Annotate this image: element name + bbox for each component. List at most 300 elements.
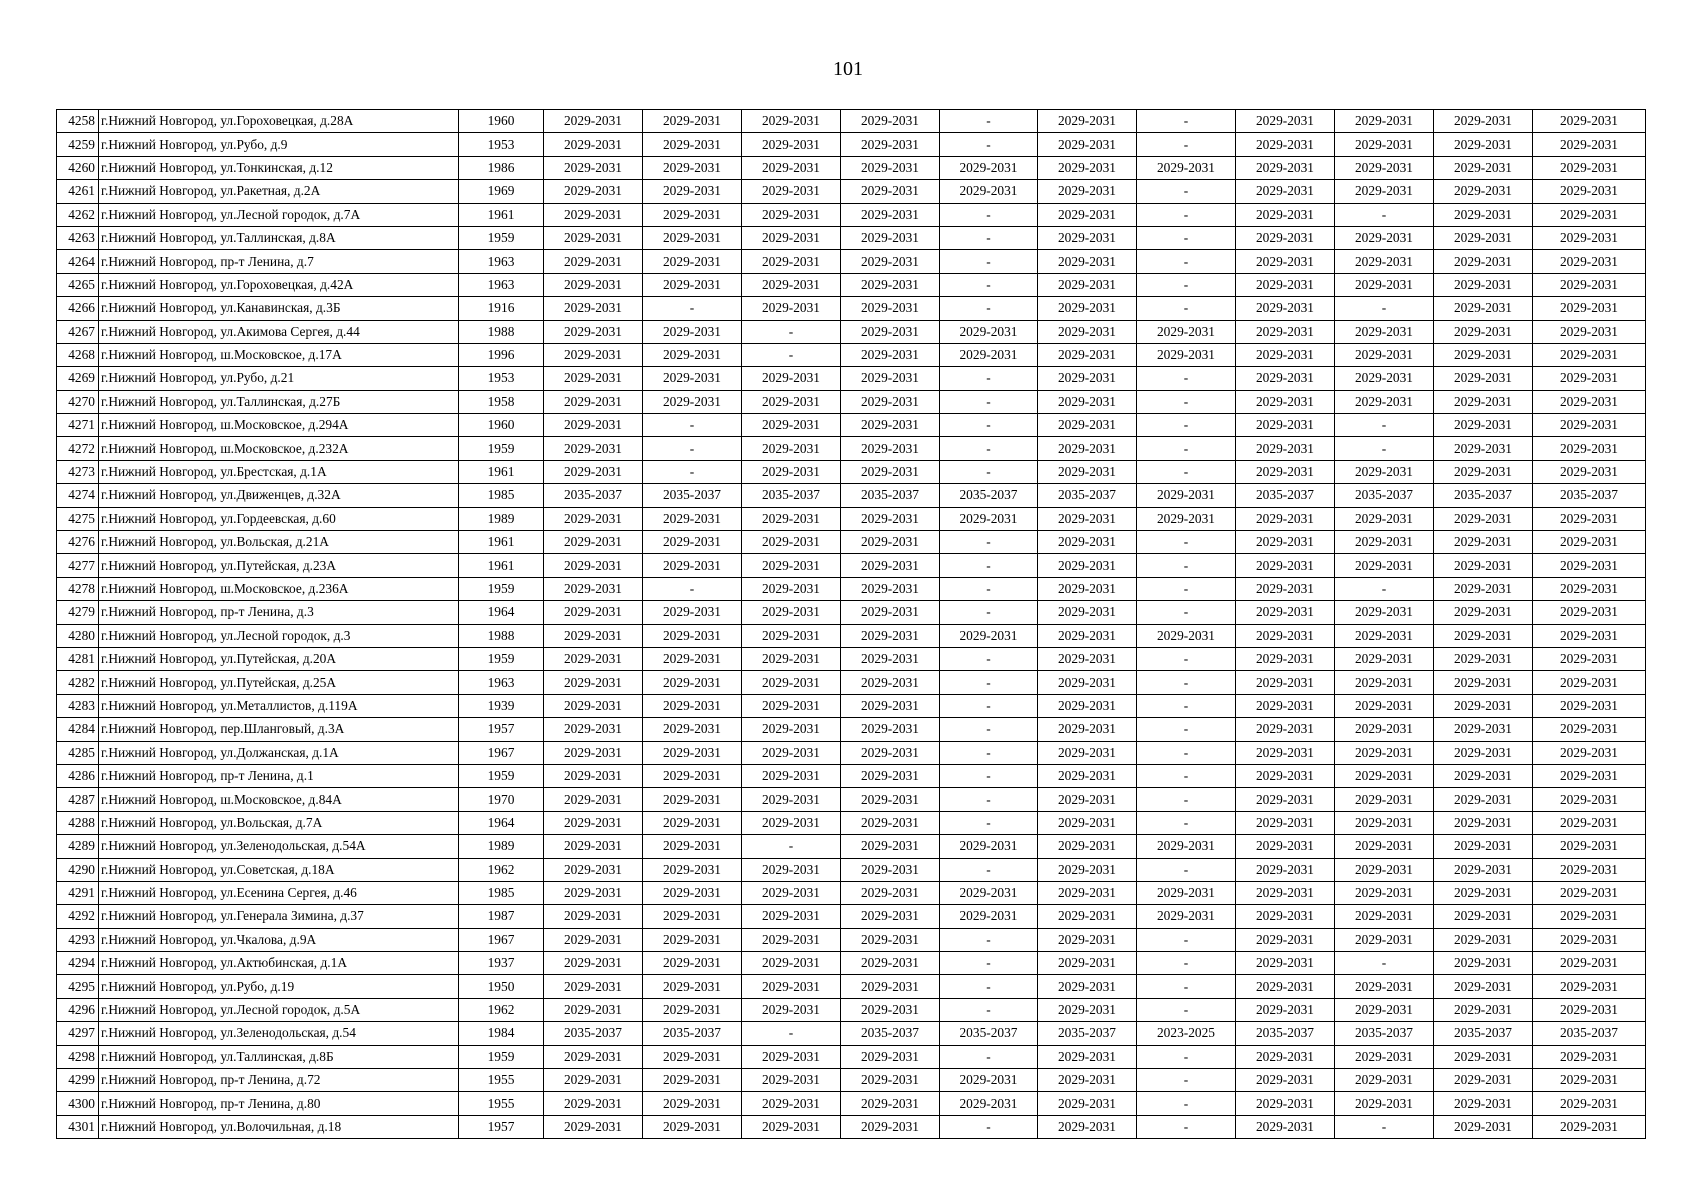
period-cell: - (940, 273, 1038, 296)
period-cell: 2029-2031 (841, 273, 940, 296)
period-cell: 2029-2031 (1236, 835, 1335, 858)
period-cell: 2029-2031 (1236, 1045, 1335, 1068)
period-cell: 2029-2031 (1533, 601, 1646, 624)
period-cell: 2029-2031 (940, 835, 1038, 858)
address-cell: г.Нижний Новгород, ул.Рубо, д.19 (99, 975, 459, 998)
period-cell: 2029-2031 (1236, 437, 1335, 460)
period-cell: 2029-2031 (1434, 554, 1533, 577)
period-cell: 2029-2031 (643, 156, 742, 179)
period-cell: 2029-2031 (1335, 180, 1434, 203)
period-cell: 2029-2031 (1038, 180, 1137, 203)
period-cell: 2029-2031 (742, 975, 841, 998)
period-cell: 2029-2031 (1137, 881, 1236, 904)
address-cell: г.Нижний Новгород, ул.Движенцев, д.32А (99, 484, 459, 507)
period-cell: 2029-2031 (742, 297, 841, 320)
period-cell: 2029-2031 (1434, 414, 1533, 437)
period-cell: 2029-2031 (544, 718, 643, 741)
row-number-cell: 4265 (57, 273, 99, 296)
table-row (57, 297, 1646, 320)
period-cell: 2029-2031 (1533, 133, 1646, 156)
year-built-cell: 1959 (459, 647, 544, 670)
period-cell: 2029-2031 (643, 905, 742, 928)
period-cell: 2029-2031 (1434, 367, 1533, 390)
period-cell: 2029-2031 (1335, 320, 1434, 343)
period-cell: 2029-2031 (841, 952, 940, 975)
year-built-cell: 1987 (459, 905, 544, 928)
period-cell: 2029-2031 (742, 741, 841, 764)
year-built-cell: 1988 (459, 624, 544, 647)
year-built-cell: 1963 (459, 250, 544, 273)
period-cell: 2029-2031 (841, 811, 940, 834)
period-cell: 2029-2031 (544, 110, 643, 133)
period-cell: 2029-2031 (1533, 858, 1646, 881)
period-cell: 2029-2031 (1434, 998, 1533, 1021)
address-cell: г.Нижний Новгород, ул.Генерала Зимина, д.37 (99, 905, 459, 928)
period-cell: 2029-2031 (643, 367, 742, 390)
year-built-cell: 1955 (459, 1092, 544, 1115)
period-cell: 2029-2031 (1236, 297, 1335, 320)
year-built-cell: 1964 (459, 811, 544, 834)
row-number-cell: 4261 (57, 180, 99, 203)
period-cell: 2029-2031 (1533, 624, 1646, 647)
period-cell: 2029-2031 (1236, 414, 1335, 437)
period-cell: 2029-2031 (544, 741, 643, 764)
period-cell: 2029-2031 (1533, 788, 1646, 811)
row-number-cell: 4289 (57, 835, 99, 858)
period-cell: 2029-2031 (841, 975, 940, 998)
period-cell: 2029-2031 (1434, 1115, 1533, 1138)
period-cell: - (1137, 390, 1236, 413)
period-cell: - (1137, 975, 1236, 998)
period-cell: 2029-2031 (841, 577, 940, 600)
period-cell: - (1137, 1092, 1236, 1115)
period-cell: 2029-2031 (1335, 1069, 1434, 1092)
period-cell: 2029-2031 (742, 998, 841, 1021)
row-number-cell: 4260 (57, 156, 99, 179)
period-cell: 2029-2031 (544, 788, 643, 811)
period-cell: 2029-2031 (841, 226, 940, 249)
period-cell: 2029-2031 (1236, 577, 1335, 600)
period-cell: 2029-2031 (1137, 343, 1236, 366)
table-row (57, 741, 1646, 764)
period-cell: 2029-2031 (1434, 811, 1533, 834)
period-cell: 2029-2031 (1434, 226, 1533, 249)
table-row (57, 788, 1646, 811)
row-number-cell: 4269 (57, 367, 99, 390)
row-number-cell: 4270 (57, 390, 99, 413)
period-cell: - (1335, 203, 1434, 226)
period-cell: 2029-2031 (1236, 764, 1335, 787)
period-cell: 2029-2031 (742, 1045, 841, 1068)
address-cell: г.Нижний Новгород, пр-т Ленина, д.3 (99, 601, 459, 624)
period-cell: 2029-2031 (742, 460, 841, 483)
year-built-cell: 1967 (459, 741, 544, 764)
period-cell: 2029-2031 (1038, 320, 1137, 343)
year-built-cell: 1960 (459, 110, 544, 133)
address-cell: г.Нижний Новгород, ул.Гороховецкая, д.42А (99, 273, 459, 296)
year-built-cell: 1970 (459, 788, 544, 811)
period-cell: 2029-2031 (1533, 647, 1646, 670)
period-cell: 2035-2037 (1236, 484, 1335, 507)
period-cell: - (643, 414, 742, 437)
table-row (57, 928, 1646, 951)
period-cell: 2035-2037 (940, 484, 1038, 507)
row-number-cell: 4276 (57, 531, 99, 554)
address-cell: г.Нижний Новгород, пр-т Ленина, д.1 (99, 764, 459, 787)
period-cell: 2029-2031 (1533, 156, 1646, 179)
period-cell: 2029-2031 (1038, 156, 1137, 179)
period-cell: 2029-2031 (1335, 647, 1434, 670)
period-cell: - (643, 460, 742, 483)
period-cell: - (940, 647, 1038, 670)
period-cell: 2029-2031 (544, 1115, 643, 1138)
period-cell: 2029-2031 (1038, 905, 1137, 928)
period-cell: - (940, 531, 1038, 554)
period-cell: 2029-2031 (742, 1069, 841, 1092)
period-cell: 2035-2037 (1434, 1022, 1533, 1045)
table-row (57, 671, 1646, 694)
period-cell: - (1137, 554, 1236, 577)
period-cell: 2029-2031 (1335, 788, 1434, 811)
year-built-cell: 1959 (459, 226, 544, 249)
period-cell: 2029-2031 (1533, 460, 1646, 483)
period-cell: 2029-2031 (1434, 905, 1533, 928)
period-cell: 2029-2031 (1236, 554, 1335, 577)
period-cell: 2029-2031 (1533, 811, 1646, 834)
period-cell: - (1137, 226, 1236, 249)
period-cell: 2029-2031 (742, 764, 841, 787)
period-cell: 2029-2031 (544, 320, 643, 343)
period-cell: 2029-2031 (742, 788, 841, 811)
period-cell: 2029-2031 (1038, 437, 1137, 460)
period-cell: - (1137, 180, 1236, 203)
period-cell: 2029-2031 (1038, 858, 1137, 881)
period-cell: 2029-2031 (742, 390, 841, 413)
period-cell: 2029-2031 (1533, 1092, 1646, 1115)
address-cell: г.Нижний Новгород, пр-т Ленина, д.80 (99, 1092, 459, 1115)
row-number-cell: 4292 (57, 905, 99, 928)
period-cell: 2029-2031 (1236, 110, 1335, 133)
row-number-cell: 4268 (57, 343, 99, 366)
period-cell: 2029-2031 (1137, 905, 1236, 928)
period-cell: 2029-2031 (1236, 694, 1335, 717)
period-cell: - (1137, 367, 1236, 390)
period-cell: 2029-2031 (841, 718, 940, 741)
period-cell: 2029-2031 (841, 881, 940, 904)
year-built-cell: 1955 (459, 1069, 544, 1092)
period-cell: 2029-2031 (1434, 647, 1533, 670)
period-cell: 2029-2031 (1236, 624, 1335, 647)
period-cell: 2029-2031 (1533, 1069, 1646, 1092)
period-cell: 2029-2031 (1434, 764, 1533, 787)
period-cell: 2029-2031 (1335, 1045, 1434, 1068)
table-row (57, 343, 1646, 366)
period-cell: 2029-2031 (742, 1092, 841, 1115)
period-cell: 2029-2031 (643, 554, 742, 577)
table-row (57, 320, 1646, 343)
year-built-cell: 1988 (459, 320, 544, 343)
table-row (57, 273, 1646, 296)
row-number-cell: 4263 (57, 226, 99, 249)
address-cell: г.Нижний Новгород, ул.Ракетная, д.2А (99, 180, 459, 203)
address-cell: г.Нижний Новгород, ул.Вольская, д.7А (99, 811, 459, 834)
period-cell: 2029-2031 (1038, 788, 1137, 811)
period-cell: 2029-2031 (742, 226, 841, 249)
year-built-cell: 1957 (459, 1115, 544, 1138)
period-cell: - (1137, 133, 1236, 156)
period-cell: 2029-2031 (841, 788, 940, 811)
period-cell: 2029-2031 (643, 320, 742, 343)
table-row (57, 110, 1646, 133)
period-cell: 2029-2031 (544, 460, 643, 483)
period-cell: 2029-2031 (742, 156, 841, 179)
period-cell: 2029-2031 (544, 343, 643, 366)
period-cell: - (742, 320, 841, 343)
period-cell: 2029-2031 (940, 180, 1038, 203)
table-row (57, 694, 1646, 717)
row-number-cell: 4279 (57, 601, 99, 624)
table-row (57, 484, 1646, 507)
year-built-cell: 1985 (459, 881, 544, 904)
period-cell: - (940, 203, 1038, 226)
address-cell: г.Нижний Новгород, ул.Лесной городок, д.3 (99, 624, 459, 647)
period-cell: 2029-2031 (841, 928, 940, 951)
period-cell: 2029-2031 (544, 835, 643, 858)
period-cell: 2029-2031 (1038, 975, 1137, 998)
year-built-cell: 1985 (459, 484, 544, 507)
period-cell: 2029-2031 (544, 507, 643, 530)
address-cell: г.Нижний Новгород, ул.Таллинская, д.8А (99, 226, 459, 249)
year-built-cell: 1939 (459, 694, 544, 717)
row-number-cell: 4264 (57, 250, 99, 273)
year-built-cell: 1957 (459, 718, 544, 741)
table-row (57, 156, 1646, 179)
period-cell: 2029-2031 (1335, 460, 1434, 483)
period-cell: - (940, 952, 1038, 975)
period-cell: 2029-2031 (1335, 975, 1434, 998)
table-row (57, 226, 1646, 249)
address-cell: г.Нижний Новгород, ул.Рубо, д.9 (99, 133, 459, 156)
period-cell: 2029-2031 (841, 858, 940, 881)
period-cell: 2029-2031 (1236, 507, 1335, 530)
period-cell: 2029-2031 (742, 273, 841, 296)
period-cell: 2029-2031 (1335, 226, 1434, 249)
period-cell: 2029-2031 (1335, 601, 1434, 624)
row-number-cell: 4288 (57, 811, 99, 834)
period-cell: 2035-2037 (1335, 1022, 1434, 1045)
period-cell: - (940, 671, 1038, 694)
period-cell: 2029-2031 (1335, 741, 1434, 764)
period-cell: 2029-2031 (544, 881, 643, 904)
period-cell: - (940, 858, 1038, 881)
table-row (57, 998, 1646, 1021)
period-cell: 2029-2031 (1533, 367, 1646, 390)
period-cell: 2029-2031 (841, 133, 940, 156)
period-cell: 2029-2031 (841, 250, 940, 273)
period-cell: 2029-2031 (643, 601, 742, 624)
address-cell: г.Нижний Новгород, ул.Лесной городок, д.7А (99, 203, 459, 226)
period-cell: 2029-2031 (742, 577, 841, 600)
period-cell: 2029-2031 (1335, 835, 1434, 858)
table-row (57, 203, 1646, 226)
period-cell: 2029-2031 (841, 624, 940, 647)
period-cell: 2029-2031 (1236, 460, 1335, 483)
period-cell: 2029-2031 (841, 601, 940, 624)
period-cell: 2029-2031 (1335, 343, 1434, 366)
table-row (57, 858, 1646, 881)
period-cell: 2029-2031 (643, 343, 742, 366)
table-row (57, 647, 1646, 670)
address-cell: г.Нижний Новгород, ул.Рубо, д.21 (99, 367, 459, 390)
row-number-cell: 4275 (57, 507, 99, 530)
table-row (57, 577, 1646, 600)
period-cell: 2029-2031 (643, 531, 742, 554)
period-cell: 2029-2031 (1236, 367, 1335, 390)
address-cell: г.Нижний Новгород, ул.Должанская, д.1А (99, 741, 459, 764)
year-built-cell: 1989 (459, 835, 544, 858)
address-cell: г.Нижний Новгород, ул.Лесной городок, д.5А (99, 998, 459, 1021)
period-cell: 2029-2031 (841, 764, 940, 787)
period-cell: - (742, 1022, 841, 1045)
address-cell: г.Нижний Новгород, ш.Московское, д.84А (99, 788, 459, 811)
period-cell: - (940, 414, 1038, 437)
period-cell: 2029-2031 (1038, 414, 1137, 437)
period-cell: 2029-2031 (544, 624, 643, 647)
table-row (57, 601, 1646, 624)
period-cell: - (940, 764, 1038, 787)
row-number-cell: 4274 (57, 484, 99, 507)
period-cell: 2035-2037 (1335, 484, 1434, 507)
period-cell: 2029-2031 (643, 1069, 742, 1092)
period-cell: - (1335, 577, 1434, 600)
period-cell: 2035-2037 (544, 1022, 643, 1045)
year-built-cell: 1964 (459, 601, 544, 624)
period-cell: 2029-2031 (1533, 343, 1646, 366)
period-cell: 2029-2031 (1335, 928, 1434, 951)
period-cell: 2029-2031 (643, 998, 742, 1021)
address-cell: г.Нижний Новгород, ул.Тонкинская, д.12 (99, 156, 459, 179)
year-built-cell: 1963 (459, 671, 544, 694)
period-cell: 2029-2031 (742, 928, 841, 951)
period-cell: - (1137, 460, 1236, 483)
period-cell: 2029-2031 (1434, 156, 1533, 179)
period-cell: 2029-2031 (1236, 601, 1335, 624)
period-cell: 2029-2031 (1236, 226, 1335, 249)
row-number-cell: 4278 (57, 577, 99, 600)
table-row (57, 764, 1646, 787)
period-cell: 2029-2031 (841, 741, 940, 764)
period-cell: 2029-2031 (643, 1115, 742, 1138)
period-cell: 2029-2031 (841, 531, 940, 554)
period-cell: 2029-2031 (544, 367, 643, 390)
period-cell: - (940, 694, 1038, 717)
period-cell: 2029-2031 (1335, 671, 1434, 694)
period-cell: 2029-2031 (544, 764, 643, 787)
period-cell: - (643, 437, 742, 460)
row-number-cell: 4277 (57, 554, 99, 577)
period-cell: 2029-2031 (544, 811, 643, 834)
row-number-cell: 4282 (57, 671, 99, 694)
period-cell: 2029-2031 (841, 367, 940, 390)
period-cell: 2029-2031 (1038, 577, 1137, 600)
period-cell: 2029-2031 (841, 647, 940, 670)
period-cell: 2029-2031 (1533, 390, 1646, 413)
table-row (57, 250, 1646, 273)
period-cell: 2029-2031 (841, 1092, 940, 1115)
period-cell: - (940, 226, 1038, 249)
period-cell: 2029-2031 (1335, 811, 1434, 834)
period-cell: 2029-2031 (1434, 460, 1533, 483)
year-built-cell: 1950 (459, 975, 544, 998)
address-cell: г.Нижний Новгород, ул.Таллинская, д.27Б (99, 390, 459, 413)
period-cell: 2029-2031 (940, 1069, 1038, 1092)
period-cell: 2035-2037 (1038, 484, 1137, 507)
period-cell: 2029-2031 (1236, 320, 1335, 343)
period-cell: 2029-2031 (643, 928, 742, 951)
period-cell: 2029-2031 (1335, 367, 1434, 390)
period-cell: - (940, 390, 1038, 413)
period-cell: 2029-2031 (841, 414, 940, 437)
period-cell: 2029-2031 (1335, 858, 1434, 881)
period-cell: 2029-2031 (1137, 624, 1236, 647)
period-cell: 2029-2031 (1038, 881, 1137, 904)
period-cell: 2029-2031 (940, 624, 1038, 647)
period-cell: 2029-2031 (1533, 110, 1646, 133)
period-cell: 2029-2031 (643, 858, 742, 881)
period-cell: 2029-2031 (841, 1069, 940, 1092)
period-cell: 2029-2031 (1236, 273, 1335, 296)
period-cell: 2029-2031 (1434, 110, 1533, 133)
row-number-cell: 4295 (57, 975, 99, 998)
row-number-cell: 4258 (57, 110, 99, 133)
period-cell: 2029-2031 (742, 554, 841, 577)
period-cell: - (643, 577, 742, 600)
period-cell: 2029-2031 (841, 437, 940, 460)
period-cell: - (1137, 601, 1236, 624)
period-cell: 2029-2031 (742, 671, 841, 694)
period-cell: 2029-2031 (1335, 554, 1434, 577)
table-row (57, 507, 1646, 530)
period-cell: 2029-2031 (544, 601, 643, 624)
period-cell: 2029-2031 (1434, 343, 1533, 366)
period-cell: - (1137, 671, 1236, 694)
period-cell: 2029-2031 (1236, 928, 1335, 951)
address-cell: г.Нижний Новгород, ул.Зеленодольская, д.54 (99, 1022, 459, 1045)
period-cell: - (1137, 577, 1236, 600)
period-cell: 2029-2031 (1038, 226, 1137, 249)
period-cell: 2029-2031 (544, 647, 643, 670)
period-cell: 2029-2031 (1038, 507, 1137, 530)
year-built-cell: 1959 (459, 577, 544, 600)
period-cell: 2029-2031 (1533, 414, 1646, 437)
period-cell: 2029-2031 (742, 437, 841, 460)
period-cell: 2029-2031 (841, 905, 940, 928)
period-cell: - (1137, 273, 1236, 296)
period-cell: 2029-2031 (1533, 577, 1646, 600)
period-cell: - (1137, 414, 1236, 437)
period-cell: 2029-2031 (643, 110, 742, 133)
period-cell: 2029-2031 (1038, 297, 1137, 320)
period-cell: 2029-2031 (544, 531, 643, 554)
period-cell: 2029-2031 (643, 273, 742, 296)
period-cell: - (1137, 647, 1236, 670)
period-cell: - (1137, 952, 1236, 975)
period-cell: 2029-2031 (544, 203, 643, 226)
year-built-cell: 1963 (459, 273, 544, 296)
period-cell: 2035-2037 (841, 484, 940, 507)
period-cell: - (1137, 858, 1236, 881)
period-cell: 2029-2031 (544, 226, 643, 249)
